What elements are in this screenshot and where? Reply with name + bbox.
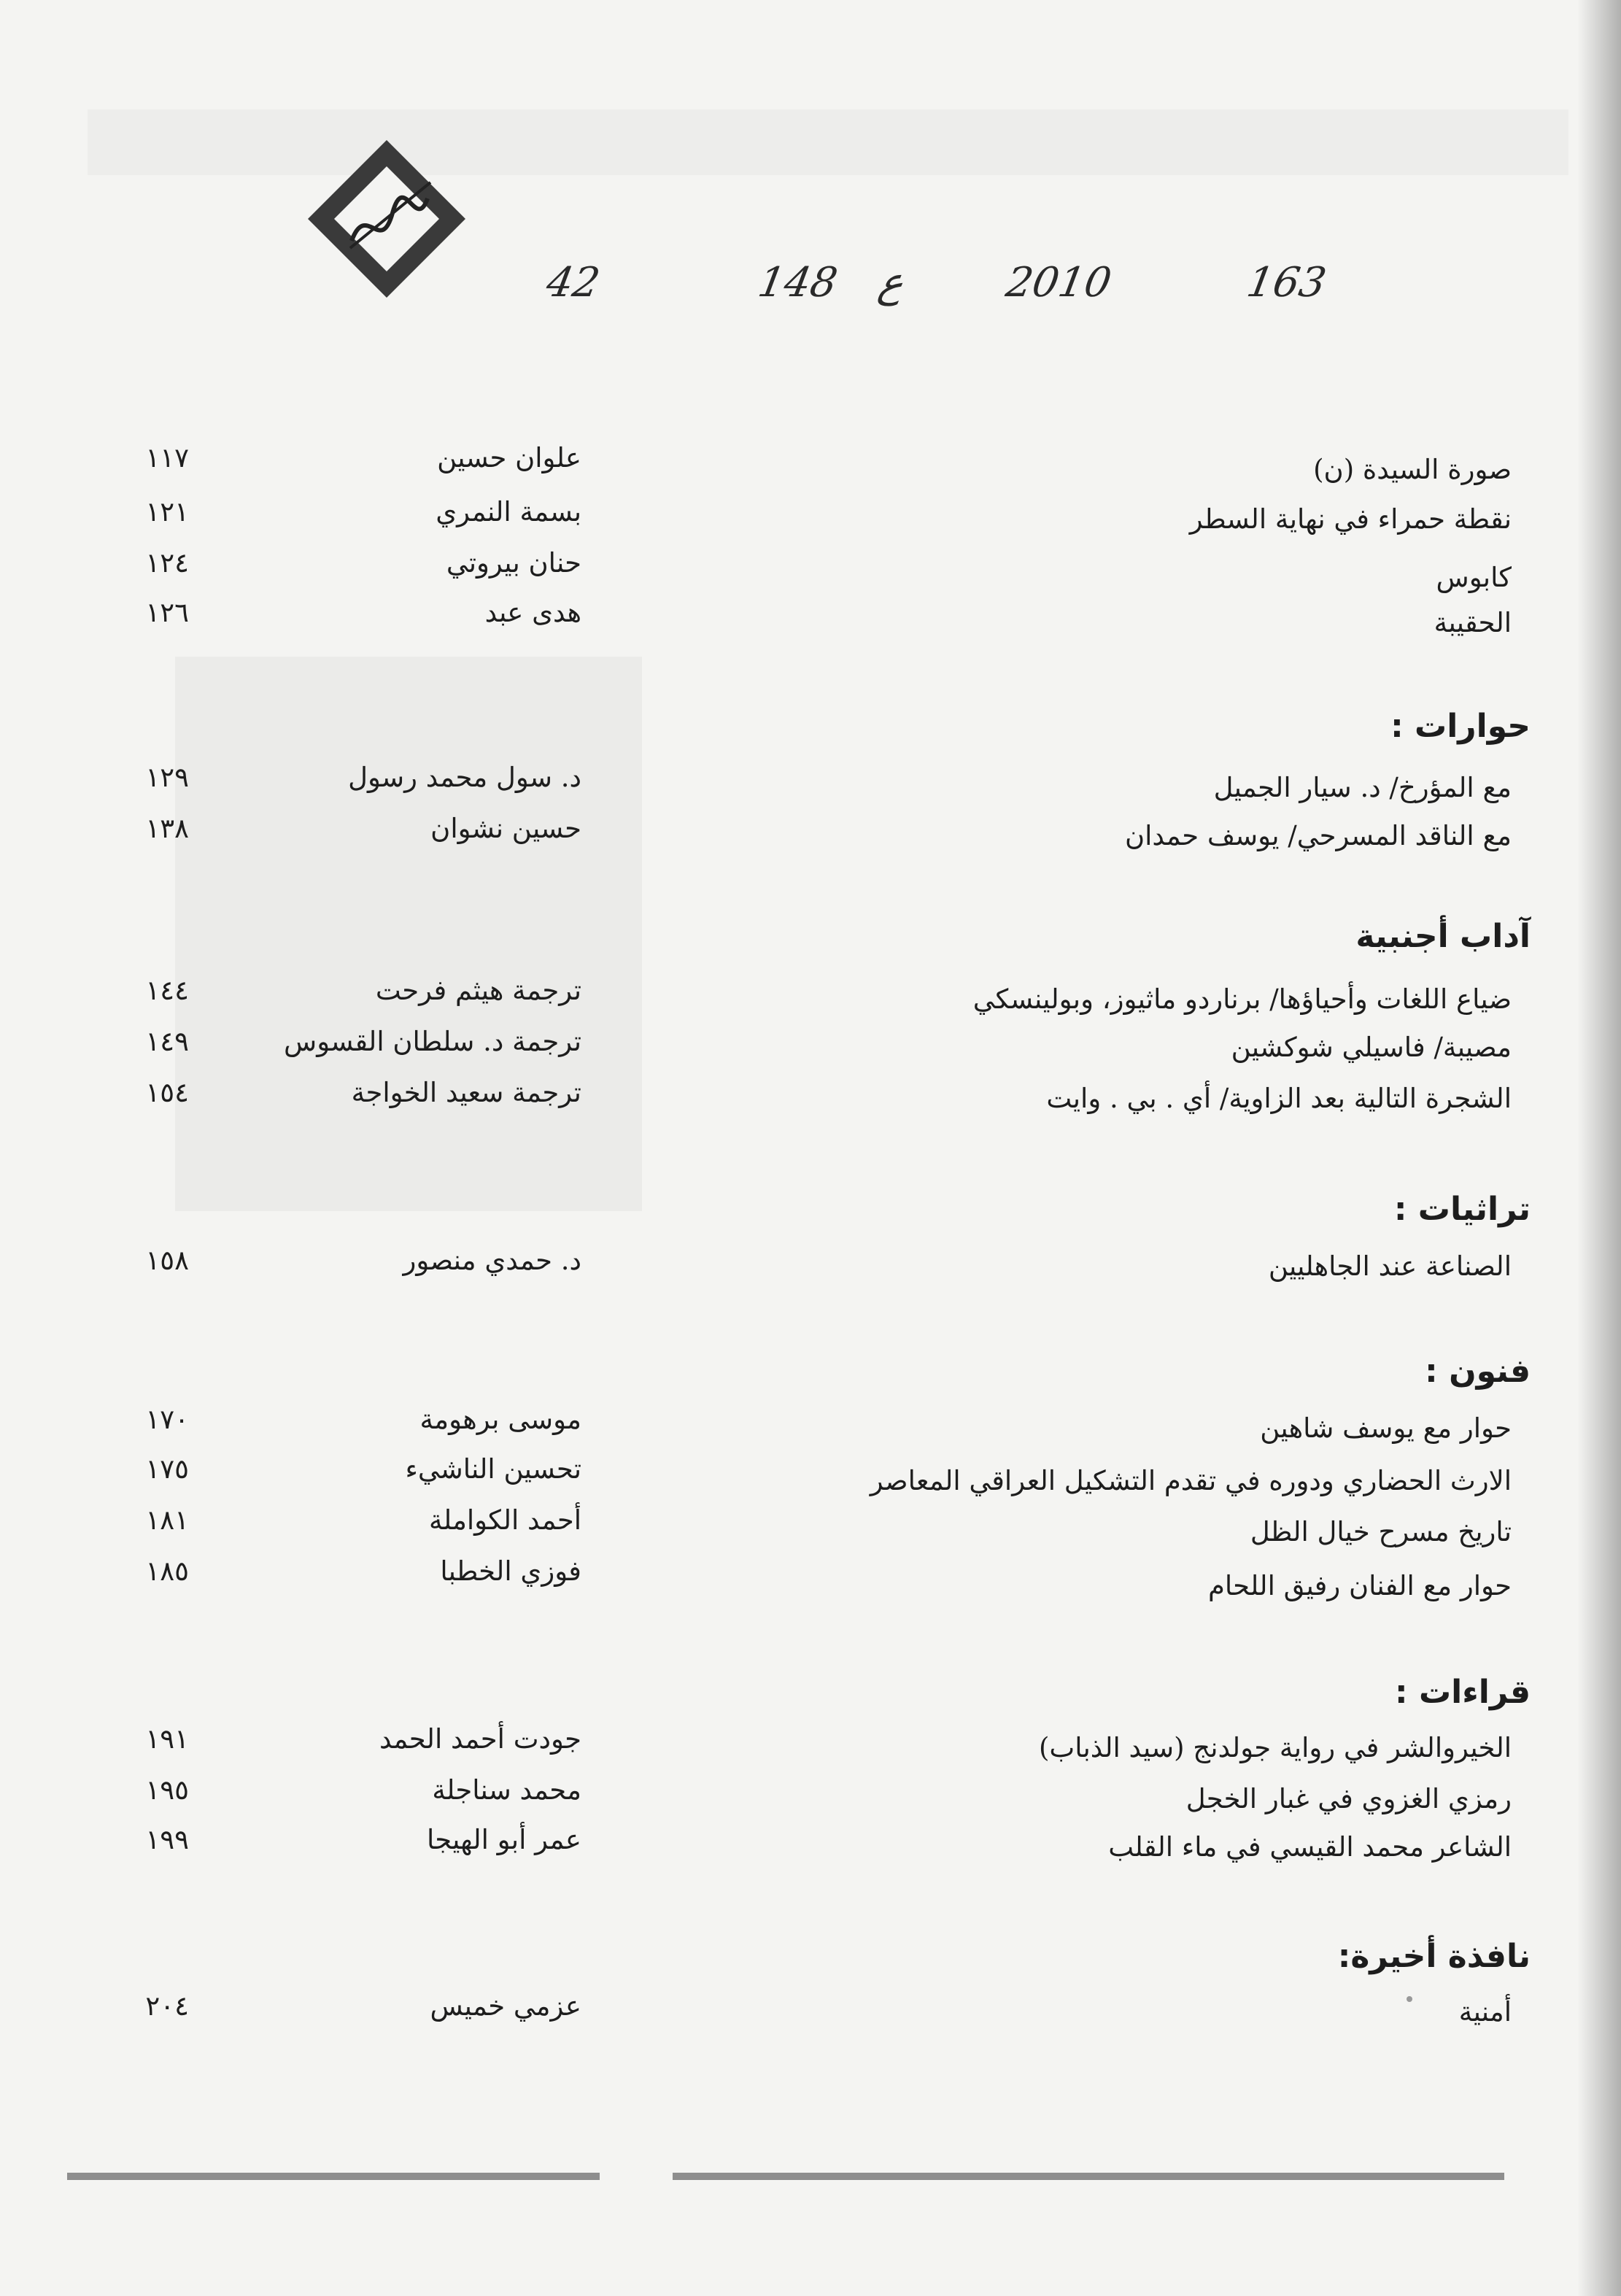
- handwritten-code-3: ع: [875, 259, 908, 306]
- paper-speck: [1407, 1996, 1412, 2002]
- author-name: عزمي خميس: [430, 1990, 581, 2022]
- contents-title: صورة السيدة (ن): [1313, 454, 1512, 485]
- page-number: ١٩١: [145, 1723, 189, 1755]
- author-name: حسين نشوان: [430, 813, 581, 844]
- page-number: ١٢٤: [145, 547, 189, 579]
- author-name: د. سول محمد رسول: [348, 762, 581, 793]
- contents-title: الارث الحضاري ودوره في تقدم التشكيل العراقي المعاصر: [870, 1465, 1512, 1496]
- section-heading: تراثيات :: [1393, 1191, 1531, 1228]
- handwritten-code-1: 42: [543, 259, 603, 306]
- magazine-logo: [299, 131, 474, 306]
- author-name: عمر أبو الهيجا: [426, 1824, 581, 1855]
- page-number: ١٥٨: [145, 1245, 189, 1276]
- contents-title: أمنية: [1458, 1996, 1512, 2028]
- contents-title: تاريخ مسرح خيال الظل: [1250, 1516, 1512, 1547]
- section-heading: آداب أجنبية: [1355, 918, 1531, 955]
- page-number: ١٤٩: [145, 1026, 189, 1057]
- section-heading: حوارات :: [1390, 708, 1531, 745]
- page-number: ١٥٤: [145, 1077, 189, 1108]
- contents-title: حوار مع يوسف شاهين: [1260, 1412, 1512, 1444]
- section-heading: قراءات :: [1395, 1674, 1531, 1711]
- author-name: ترجمة سعيد الخواجة: [351, 1077, 581, 1108]
- author-name: ترجمة هيثم فرحت: [375, 975, 581, 1006]
- author-name: علوان حسين: [437, 442, 581, 473]
- page-number: ٢٠٤: [145, 1990, 189, 2022]
- contents-title: نقطة حمراء في نهاية السطر: [1189, 503, 1512, 535]
- contents-title: الشجرة التالية بعد الزاوية/ أي . بي . وايت: [1046, 1083, 1512, 1114]
- contents-title: الخيروالشر في رواية جولدنج (سيد الذباب): [1038, 1732, 1512, 1763]
- bottom-rule-right: [673, 2173, 1504, 2180]
- handwritten-code-4: 2010: [1002, 259, 1115, 306]
- author-name: فوزي الخطبا: [440, 1555, 581, 1587]
- page-number: ١٧٠: [145, 1404, 189, 1435]
- section-heading: فنون :: [1425, 1353, 1531, 1390]
- page-edge-shadow: [1577, 0, 1621, 2296]
- author-name: بسمة النمري: [436, 496, 581, 527]
- page-number: ١٢١: [145, 496, 189, 527]
- contents-title: الحقيبة: [1434, 607, 1512, 638]
- page-number: ١٤٤: [145, 975, 189, 1006]
- faded-background-block: [175, 657, 642, 1211]
- handwritten-code-2: 148: [754, 259, 841, 306]
- contents-title: رمزي الغزوي في غبار الخجل: [1185, 1783, 1512, 1814]
- page-number: ١٢٩: [145, 762, 189, 793]
- author-name: ترجمة د. سلطان القسوس: [284, 1026, 581, 1057]
- section-heading: نافذة أخيرة:: [1337, 1938, 1531, 1975]
- author-name: موسى برهومة: [419, 1404, 581, 1435]
- author-name: هدى عبد: [484, 597, 581, 628]
- page-number: ١٧٥: [145, 1453, 189, 1485]
- contents-title: الشاعر محمد القيسي في ماء القلب: [1108, 1831, 1512, 1863]
- author-name: محمد سناجلة: [432, 1774, 581, 1806]
- page-number: ١٨١: [145, 1504, 189, 1536]
- author-name: د. حمدي منصور: [403, 1245, 581, 1276]
- author-name: حنان بيروتي: [446, 547, 581, 579]
- page-number: ١٣٨: [145, 813, 189, 844]
- page-number: ١٨٥: [145, 1555, 189, 1587]
- contents-title: مع الناقد المسرحي/ يوسف حمدان: [1124, 820, 1512, 851]
- contents-title: حوار مع الفنان رفيق اللحام: [1207, 1570, 1512, 1601]
- contents-title: ضياع اللغات وأحياؤها/ برناردو ماثيوز، وبولينسكي: [972, 983, 1512, 1015]
- contents-title: الصناعة عند الجاهليين: [1268, 1251, 1512, 1282]
- page-number: ١٢٦: [145, 597, 189, 628]
- author-name: أحمد الكواملة: [428, 1504, 581, 1536]
- bottom-rule-left: [67, 2173, 600, 2180]
- author-name: تحسين الناشيء: [405, 1453, 581, 1485]
- author-name: جودت أحمد الحمد: [379, 1723, 581, 1755]
- page-number: ١٩٥: [145, 1774, 189, 1806]
- page-number: ١١٧: [145, 442, 189, 473]
- handwritten-code-5: 163: [1243, 259, 1330, 306]
- page-number: ١٩٩: [145, 1824, 189, 1855]
- contents-title: مصيبة/ فاسيلي شوكشين: [1231, 1032, 1512, 1063]
- contents-title: كابوس: [1436, 562, 1512, 593]
- contents-title: مع المؤرخ/ د. سيار الجميل: [1213, 772, 1512, 803]
